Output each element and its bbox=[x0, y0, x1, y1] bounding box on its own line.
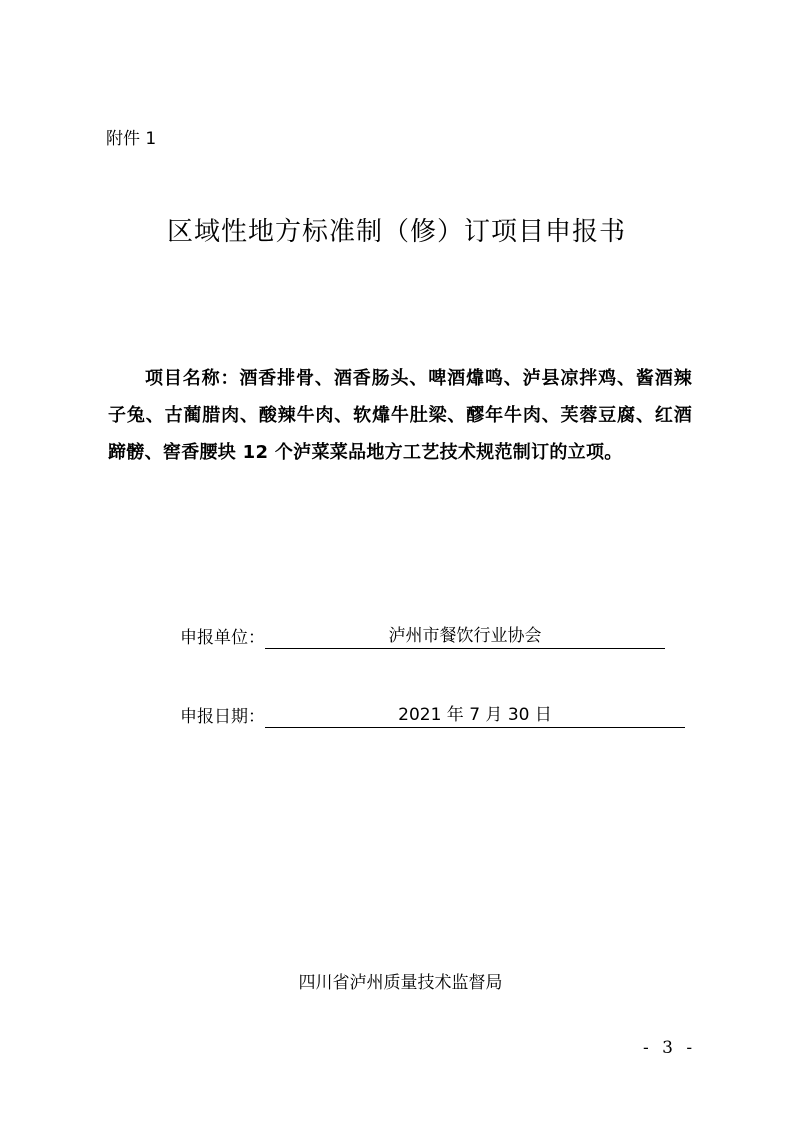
applicant-label: 申报单位： bbox=[180, 628, 265, 648]
application-date-label: 申报日期： bbox=[180, 707, 265, 727]
application-date-value: 2021 年 7 月 30 日 bbox=[265, 704, 685, 728]
applicant-value: 泸州市餐饮行业协会 bbox=[265, 625, 665, 649]
applicant-field bbox=[180, 623, 665, 649]
attachment-label: 附件 1 bbox=[106, 129, 157, 149]
project-name-paragraph: 项目名称：酒香排骨、酒香肠头、啤酒㸆鸣、泸县凉拌鸡、酱酒辣子兔、古蔺腊肉、酸辣牛肉、软㸆牛肚梁、醪年牛肉、芙蓉豆腐、红酒蹄髈、窖香腰块 12 个泸菜菜品地方工艺技术规范制订的立项。 bbox=[108, 368, 692, 463]
page-number: - 3 - bbox=[643, 1038, 697, 1058]
issuing-authority: 四川省泸州质量技术监督局 bbox=[298, 973, 503, 993]
application-date-field bbox=[180, 702, 685, 728]
document-title: 区域性地方标准制（修）订项目申报书 bbox=[166, 217, 626, 247]
